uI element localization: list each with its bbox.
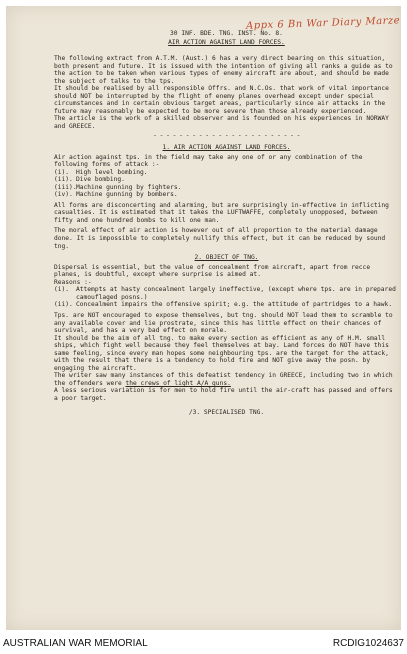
item-number: (iv). — [54, 191, 73, 199]
item-text: Machine gunning by fighters. — [76, 183, 182, 191]
item-number: (ii). — [54, 301, 73, 309]
item-text: Machine gunning by bombers. — [76, 191, 178, 199]
item-number: (iii). — [54, 183, 77, 191]
section-2-paragraph-1: Tps. are NOT encouraged to expose themselves, but tng. should NOT lead them to scramble to any available cover and lie prostrate, since this has little effect on their chances of survival, and has a very bad effect on morale. — [54, 311, 393, 335]
intro-paragraph-2: It should be realised by all responsible Offrs. and N.C.Os. that work of vital importance should NOT be interrupted by the flight of enemy planes overhead except under special circumstances and in certain obvious target areas, particularly since air attacks in the future may reasonably be expected to be more severe than those already experienced. — [54, 85, 389, 115]
section-1-lead: Air action against tps. in the field may take any one of or any combination of the following forms of attack :- — [54, 153, 363, 169]
section-2-paragraph-4: A less serious variation is for men to hold fire until the air-craft has passed and offers a poor target. — [54, 387, 393, 402]
document-page — [6, 6, 401, 630]
attack-form-item — [54, 169, 399, 177]
handwritten-annotation: Appx 6 Bn War Diary Marze — [245, 15, 401, 32]
intro-paragraph-3: The article is the work of a skilled observer and is founded on his experiences in NORWAY and GREECE. — [54, 115, 389, 130]
paragraph-text: The writer saw many instances of this defeatist tendency in GREECE, including two in which the offenders were — [54, 372, 393, 387]
item-text: High level bombing. — [76, 168, 148, 176]
section-1-paragraph-1: All forms are disconcerting and alarming, but are surprisingly in-effective in inflicting casualties. It is estimated that it takes the LUFTWAFFE, completely unopposed, between fifty and one hundred bombs to kill one man. — [54, 201, 389, 224]
attack-form-item — [54, 176, 399, 184]
item-text: Dive bombing. — [76, 176, 125, 184]
archive-name: AUSTRALIAN WAR MEMORIAL — [3, 638, 148, 649]
reason-item — [54, 286, 399, 301]
item-number: (i). — [54, 168, 70, 176]
reasons-label: Reasons :- — [54, 278, 92, 286]
section-2-heading: 2. OBJECT OF TNG. — [194, 254, 259, 262]
record-id: RCDIG1024637 — [332, 638, 404, 649]
item-number: (i). — [54, 286, 70, 294]
section-1-heading: 1. AIR ACTION AGAINST LAND FORCES. — [162, 144, 291, 152]
reason-item — [54, 301, 399, 309]
document-body — [54, 30, 399, 416]
item-text: Attempts at hasty concealment largely ineffective, (except where tps. are in prepared camouflaged posns.) — [76, 286, 396, 301]
attack-form-item — [54, 184, 399, 192]
document-header — [54, 30, 399, 47]
attack-form-item — [54, 191, 399, 199]
section-2-paragraph-3 — [54, 372, 399, 387]
item-text: Concealment impairs the offensive spirit; e.g. the attitude of partridges to a hawk. — [76, 301, 393, 309]
intro-paragraph-1: The following extract from A.T.M. (Aust.) 6 has a very direct bearing on this situation, both present and future. It is issued with the intention of giving all ranks a guide as to the action to be taken when various types of enemy aircraft are about, and should be made the subject of talks to the tps. — [54, 55, 393, 85]
section-2-paragraph-2: It should be the aim of all tng. to make every section as efficient as any of H.M. small ships, which fight well because they feel themselves at bay. Land forces do NOT have this same feeling, since every man hopes some neighbouring tps. are the target for the attack, with the result that there is a tendency to hold fire and NOT give away the posn. by engaging the aircraft. — [54, 334, 389, 372]
section-divider: - - - - - - - - - - - - - - - - - - - - - - - — [153, 132, 300, 140]
header-title: AIR ACTION AGAINST LAND FORCES. — [168, 38, 285, 46]
underlined-phrase: the crews of light A/A guns. — [125, 379, 231, 387]
header-instruction-number: 30 INF. BDE. TNG. INST. No. 8. — [170, 30, 283, 37]
section-1-paragraph-2: The moral effect of air action is however out of all proportion to the material damage done. It is impossible to completely nullify this effect, but it can be reduced by sound tng. — [54, 227, 386, 250]
item-number: (ii). — [54, 176, 73, 184]
footer-bar — [0, 634, 407, 654]
section-2-lead: Dispersal is essential, but the value of concealment from aircraft, apart from recce planes, is doubtful, except where surprise is aimed at. — [54, 263, 371, 279]
continuation-note: /3. SPECIALISED TNG. — [188, 408, 265, 416]
